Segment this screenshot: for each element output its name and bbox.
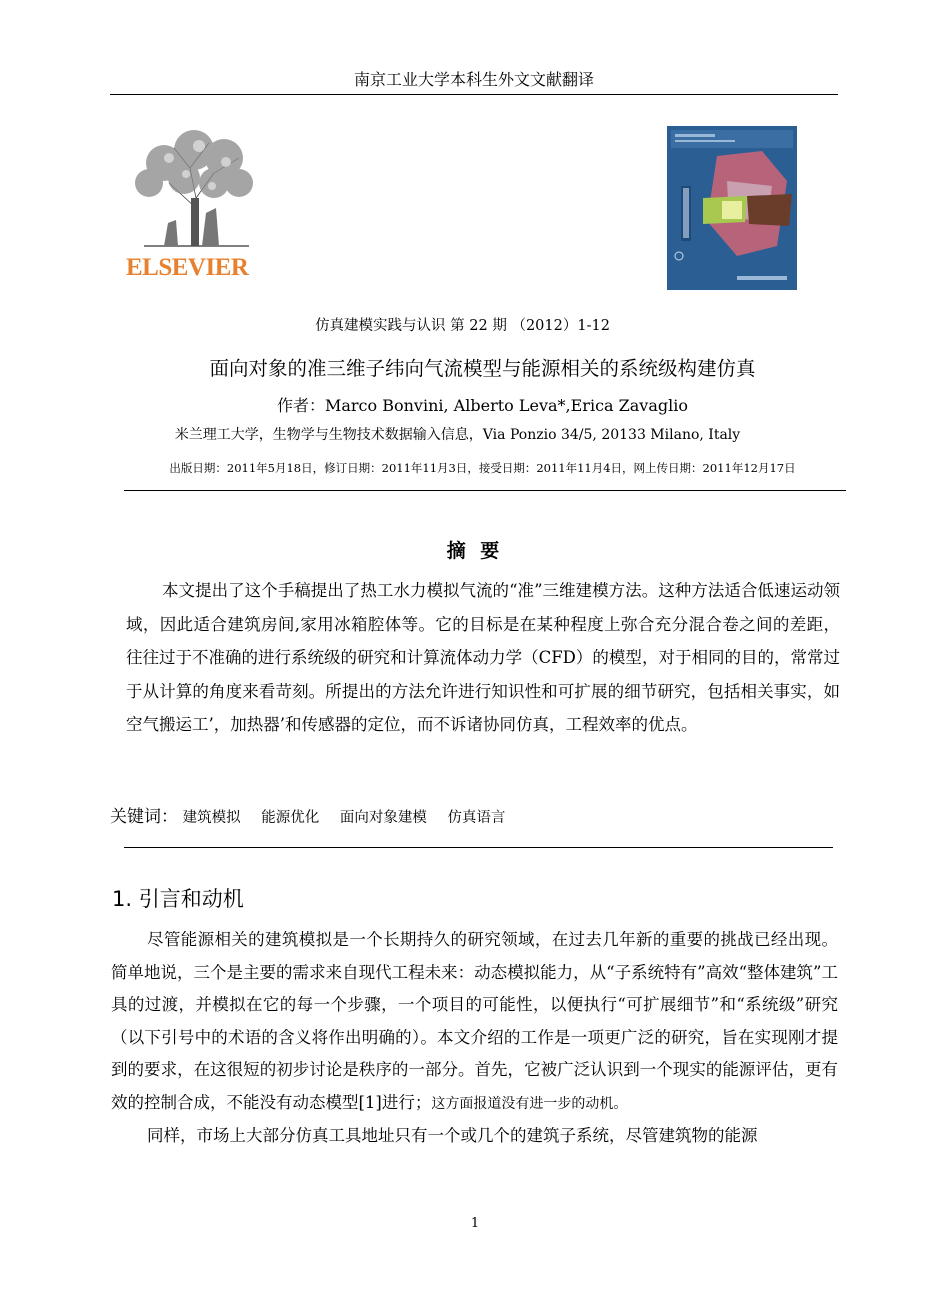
keywords-line bbox=[110, 802, 521, 827]
author-affiliation: 米兰理工大学，生物学与生物技术数据输入信息，Via Ponzio 34/5, 20133 Milano, Italy bbox=[174, 427, 741, 443]
keywords-label: 关键词： bbox=[110, 807, 178, 827]
keyword-item: 仿真语言 bbox=[447, 810, 506, 826]
elsevier-wordmark: ELSEVIER bbox=[126, 254, 249, 281]
keyword-item: 建筑模拟 bbox=[182, 810, 241, 826]
paragraph-tail: 这方面报道没有进一步的动机。 bbox=[431, 1095, 628, 1112]
section-heading: 1. 引言和动机 bbox=[112, 887, 244, 911]
keywords-divider bbox=[124, 847, 833, 848]
journal-cover-image bbox=[667, 126, 797, 290]
keyword-item: 能源优化 bbox=[261, 810, 320, 826]
journal-citation: 仿真建模实践与认识 第 22 期 （2012）1-12 bbox=[315, 318, 610, 334]
publication-dates: 出版日期：2011年5月18日，修订日期：2011年11月3日，接受日期：2011年11月4日，网上传日期：2011年12月17日 bbox=[169, 461, 796, 475]
header-divider bbox=[124, 490, 846, 491]
keyword-item: 面向对象建模 bbox=[339, 810, 427, 826]
article-authors: 作者：Marco Bonvini, Alberto Leva*,Erica Zavaglio bbox=[276, 396, 688, 415]
paragraph: 同样，市场上大部分仿真工具地址只有一个或几个的建筑子系统，尽管建筑物的能源 bbox=[147, 1126, 758, 1145]
abstract-body: 本文提出了这个手稿提出了热工水力模拟气流的“准”三维建模方法。这种方法适合低速运动领域，因此适合建筑房间,家用冰箱腔体等。它的目标是在某种程度上弥合充分混合卷之间的差距，往往过于不准确的进行系统级的研究和计算流体动力学（CFD）的模型，对于相同的目的，常常过于从计算的角度来看苛刻。所提出的方法允许进行知识性和可扩展的细节研究，包括相关事实，如空气搬运工’，加热器’和传感器的定位，而不诉诸协同仿真，工程效率的优点。 bbox=[126, 581, 840, 734]
paragraph-text: 尽管能源相关的建筑模拟是一个长期持久的研究领域，在过去几年新的重要的挑战已经出现。简单地说，三个是主要的需求来自现代工程未来：动态模拟能力，从“子系统特有”高效“整体建筑”工具的过渡，并模拟在它的每一个步骤，一个项目的可能性，以便执行“可扩展细节”和“系统级”研究（以下引号中的术语的含义将作出明确的）。本文介绍的工作是一项更广泛的研究，旨在实现刚才提到的要求，在这很短的初步讨论是秩序的一部分。首先，它被广泛认识到一个现实的能源评估，更有效的控制合成，不能没有动态模型[1]进行； bbox=[111, 930, 838, 1112]
paragraph bbox=[111, 924, 838, 1120]
section-body bbox=[111, 924, 838, 1153]
running-header: 南京工业大学本科生外文文献翻译 bbox=[110, 66, 838, 95]
article-title: 面向对象的准三维子纬向气流模型与能源相关的系统级构建仿真 bbox=[209, 357, 756, 380]
page-number: 1 bbox=[470, 1216, 480, 1231]
abstract-heading: 摘 要 bbox=[446, 540, 504, 562]
